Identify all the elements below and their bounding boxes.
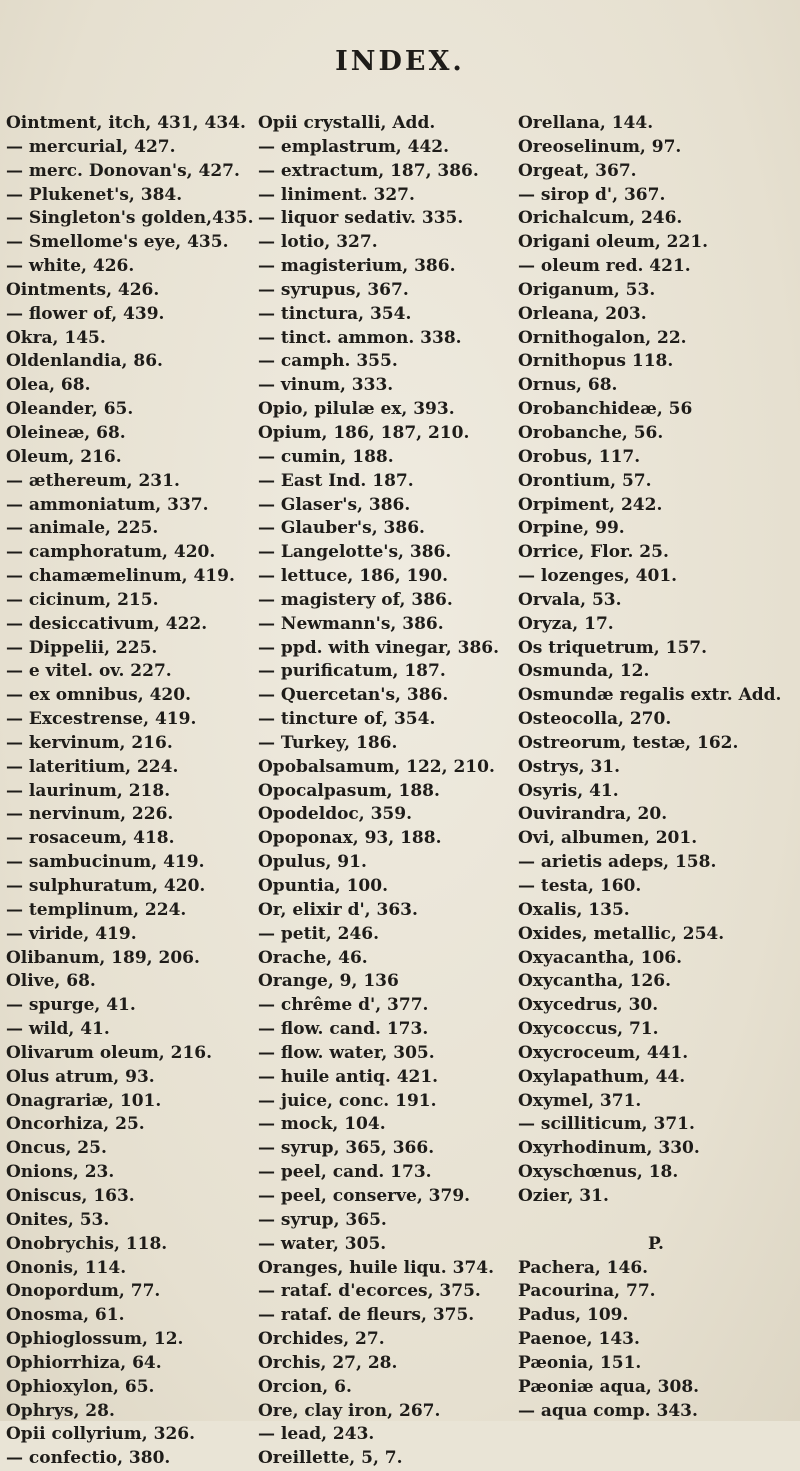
index-entry: — aqua comp. 343. [518,1400,698,1421]
index-entry: Orcion, 6. [258,1376,352,1397]
index-entry: Orpiment, 242. [518,494,663,515]
index-entry: — Newmann's, 386. [258,613,444,634]
index-entry: Ozier, 31. [518,1185,609,1206]
index-entry: Oncorhiza, 25. [6,1114,145,1135]
index-entry: Opodeldoc, 359. [258,804,413,825]
index-entry: Osmunda, 12. [518,661,650,682]
index-entry: Okra, 145. [6,327,106,348]
index-entry: — e vitel. ov. 227. [6,661,172,682]
index-entry: Opoponax, 93, 188. [258,828,442,849]
index-entry: Ononis, 114. [6,1257,127,1278]
index-entry: Ostreorum, testæ, 162. [518,732,739,753]
index-entry: Oxyacantha, 106. [518,947,683,968]
index-entry: Oncus, 25. [6,1138,107,1159]
index-entry: Onobrychis, 118. [6,1233,168,1254]
index-column-3 [518,112,794,1423]
index-entry: — Dippelii, 225. [6,637,158,658]
index-entry: Osteocolla, 270. [518,709,672,730]
index-entry: — animale, 225. [6,518,159,539]
index-entry: — huile antiq. 421. [258,1066,439,1087]
index-entry: Orvala, 53. [518,589,622,610]
index-entry: — Singleton's golden,435. [6,208,254,229]
index-entry: Oxyschœnus, 18. [518,1162,679,1183]
index-entry: Orobanchideæ, 56 [518,399,693,420]
index-entry: — tinct. ammon. 338. [258,327,462,348]
index-entry: Orchis, 27, 28. [258,1352,398,1373]
index-entry: Oldenlandia, 86. [6,351,163,372]
index-entry: — peel, cand. 173. [258,1162,432,1183]
index-entry: Olive, 68. [6,971,96,992]
index-entry: — camphoratum, 420. [6,542,216,563]
index-entry: Oxalis, 135. [518,899,630,920]
index-entry: Ouvirandra, 20. [518,804,668,825]
index-entry: Opocalpasum, 188. [258,780,440,801]
index-entry: Opii collyrium, 326. [6,1424,196,1445]
index-entry: Ophioxylon, 65. [6,1376,155,1397]
index-entry: Ovi, albumen, 201. [518,828,698,849]
index-entry: — magistery of, 386. [258,589,453,610]
index-entry: — Plukenet's, 384. [6,184,183,205]
index-entry: — tincture of, 354. [258,709,436,730]
index-entry: — syrupus, 367. [258,279,409,300]
index-entry: Orichalcum, 246. [518,208,683,229]
index-entry: — ammoniatum, 337. [6,494,209,515]
index-entry: — magisterium, 386. [258,256,456,277]
index-entry: — laurinum, 218. [6,780,171,801]
index-entry: — peel, conserve, 379. [258,1185,471,1206]
index-entry: Orpine, 99. [518,518,625,539]
index-entry: — rosaceum, 418. [6,828,175,849]
index-entry: Opio, pilulæ ex, 393. [258,399,455,420]
index-entry: — Turkey, 186. [258,732,398,753]
index-entry: Oxycedrus, 30. [518,995,659,1016]
index-entry: Onagrariæ, 101. [6,1090,162,1111]
index-entry: Olus atrum, 93. [6,1066,155,1087]
index-entry: — extractum, 187, 386. [258,160,479,181]
index-entry: — lettuce, 186, 190. [258,566,448,587]
index-entry: Oxycroceum, 441. [518,1042,689,1063]
index-entry: — Excestrense, 419. [6,709,197,730]
index-entry: — lotio, 327. [258,232,378,253]
index-entry: Orchides, 27. [258,1329,385,1350]
index-entry: Ostrys, 31. [518,756,621,777]
index-entry: Onions, 23. [6,1162,115,1183]
index-entry: Onosma, 61. [6,1305,125,1326]
index-entry: — merc. Donovan's, 427. [6,160,240,181]
index-entry: — sulphuratum, 420. [6,876,206,896]
index-entry: — chamæmelinum, 419. [6,566,235,587]
index-entry: Oniscus, 163. [6,1185,135,1206]
index-entry: Ophioglossum, 12. [6,1329,184,1350]
index-entry: — scilliticum, 371. [518,1114,695,1135]
index-entry: — juice, conc. 191. [258,1090,437,1111]
index-entry: Oryza, 17. [518,613,614,634]
index-entry: Oxycoccus, 71. [518,1019,659,1040]
index-entry: Origani oleum, 221. [518,232,709,253]
index-entry: Opobalsamum, 122, 210. [258,756,495,777]
index-entry: — liniment. 327. [258,184,415,205]
index-entry: — tinctura, 354. [258,303,412,324]
index-entry: — ppd. with vinegar, 386. [258,637,500,658]
index-entry: Olea, 68. [6,375,91,396]
page-title: INDEX. [335,46,465,77]
section-letter: P. [648,1233,664,1254]
index-entry: Origanum, 53. [518,279,656,300]
index-entry: — cicinum, 215. [6,589,159,610]
index-entry: — spurge, 41. [6,995,136,1016]
index-entry: Oleum, 216. [6,446,122,467]
index-entry: — flow. cand. 173. [258,1019,429,1040]
index-entry: Ointment, itch, 431, 434. [6,113,246,133]
index-entry: — lead, 243. [258,1424,375,1445]
index-entry: — rataf. d'ecorces, 375. [258,1281,481,1302]
index-entry: — wild, 41. [6,1019,110,1040]
index-entry: — liquor sedativ. 335. [258,208,464,229]
index-entry: — flow. water, 305. [258,1042,435,1063]
index-entry: — mercurial, 427. [6,136,176,157]
index-entry: Oreoselinum, 97. [518,136,682,157]
index-entry: Orrice, Flor. 25. [518,542,669,563]
index-entry: Orobanche, 56. [518,422,664,443]
index-entry: — templinum, 224. [6,899,187,920]
index-entry: Orange, 9, 136 [258,971,399,992]
index-entry: Ophiorrhiza, 64. [6,1352,162,1373]
index-entry: — purificatum, 187. [258,661,446,682]
index-entry: — white, 426. [6,256,135,277]
index-entry: Oxyrhodinum, 330. [518,1138,700,1159]
index-entry: Osmundæ regalis extr. Add. [518,685,782,706]
index-entry: — Langelotte's, 386. [258,542,452,563]
index-entry: — camph. 355. [258,351,398,372]
index-entry: — vinum, 333. [258,375,394,396]
index-entry: — nervinum, 226. [6,804,174,825]
index-entry: — viride, 419. [6,923,137,944]
index-entry: Olibanum, 189, 206. [6,947,200,968]
index-entry: Opulus, 91. [258,852,367,873]
index-entry: Or, elixir d', 363. [258,899,418,920]
index-entry: — cumin, 188. [258,446,394,467]
index-entry: Opii crystalli, Add. [258,113,436,133]
index-entry: Ornus, 68. [518,375,618,396]
index-entry: Orellana, 144. [518,113,654,133]
index-entry: — testa, 160. [518,876,642,896]
index-entry: Opuntia, 100. [258,876,388,896]
index-entry: — syrup, 365. [258,1209,387,1230]
index-entry: — lateritium, 224. [6,756,179,777]
index-entry: — flower of, 439. [6,303,165,324]
index-entry: Oxides, metallic, 254. [518,923,725,944]
index-entry: Pacourina, 77. [518,1281,656,1302]
index-entry: Paenoe, 143. [518,1329,640,1350]
index-entry: Oranges, huile liqu. 374. [258,1257,495,1278]
index-entry: — confectio, 380. [6,1448,171,1469]
index-entry: Orontium, 57. [518,470,652,491]
index-entry: Ore, clay iron, 267. [258,1400,441,1421]
index-entry: — East Ind. 187. [258,470,414,491]
index-entry: Oreillette, 5, 7. [258,1448,403,1469]
index-entry: — oleum red. 421. [518,256,691,277]
index-entry: Padus, 109. [518,1305,629,1326]
index-entry: Pachera, 146. [518,1257,649,1278]
index-entry: Pæoniæ aqua, 308. [518,1376,700,1397]
index-entry: Ointments, 426. [6,279,160,300]
index-entry: — lozenges, 401. [518,566,678,587]
index-entry: — Smellome's eye, 435. [6,232,229,253]
index-entry: Opium, 186, 187, 210. [258,422,470,443]
index-entry: — sirop d', 367. [518,184,666,205]
index-entry: — arietis adeps, 158. [518,852,717,873]
index-entry: Ornithogalon, 22. [518,327,687,348]
index-entry: Ophrys, 28. [6,1400,115,1421]
index-entry: — æthereum, 231. [6,470,180,491]
index-entry: Oxylapathum, 44. [518,1066,686,1087]
index-entry: — emplastrum, 442. [258,136,450,157]
index-entry: Pæonia, 151. [518,1352,642,1373]
index-entry: — sambucinum, 419. [6,852,205,873]
index-entry: Oxymel, 371. [518,1090,642,1111]
index-column-1 [6,112,256,1471]
index-entry: — Glaser's, 386. [258,494,411,515]
index-entry: — water, 305. [258,1233,387,1254]
index-entry: Oleander, 65. [6,399,134,420]
index-column-2 [258,112,510,1471]
index-entry: Onites, 53. [6,1209,110,1230]
index-entry: — desiccativum, 422. [6,613,208,634]
index-entry: — mock, 104. [258,1114,386,1135]
index-entry: — rataf. de fleurs, 375. [258,1305,475,1326]
index-entry: Orache, 46. [258,947,368,968]
index-entry: — chrême d', 377. [258,995,429,1016]
index-entry: — syrup, 365, 366. [258,1138,435,1159]
index-entry: Onopordum, 77. [6,1281,161,1302]
index-entry: Orleana, 203. [518,303,647,324]
index-entry: — petit, 246. [258,923,380,944]
index-entry: Oxycantha, 126. [518,971,672,992]
index-entry [518,1209,794,1233]
index-entry: — Quercetan's, 386. [258,685,449,706]
index-entry: Ornithopus 118. [518,351,674,372]
index-entry: — ex omnibus, 420. [6,685,191,706]
index-entry: Oleineæ, 68. [6,422,126,443]
index-entry: — kervinum, 216. [6,732,173,753]
index-entry: Orgeat, 367. [518,160,637,181]
index-entry: Orobus, 117. [518,446,641,467]
index-entry: — Glauber's, 386. [258,518,425,539]
index-entry: Osyris, 41. [518,780,619,801]
index-entry: Os triquetrum, 157. [518,637,708,658]
index-entry: Olivarum oleum, 216. [6,1042,213,1063]
